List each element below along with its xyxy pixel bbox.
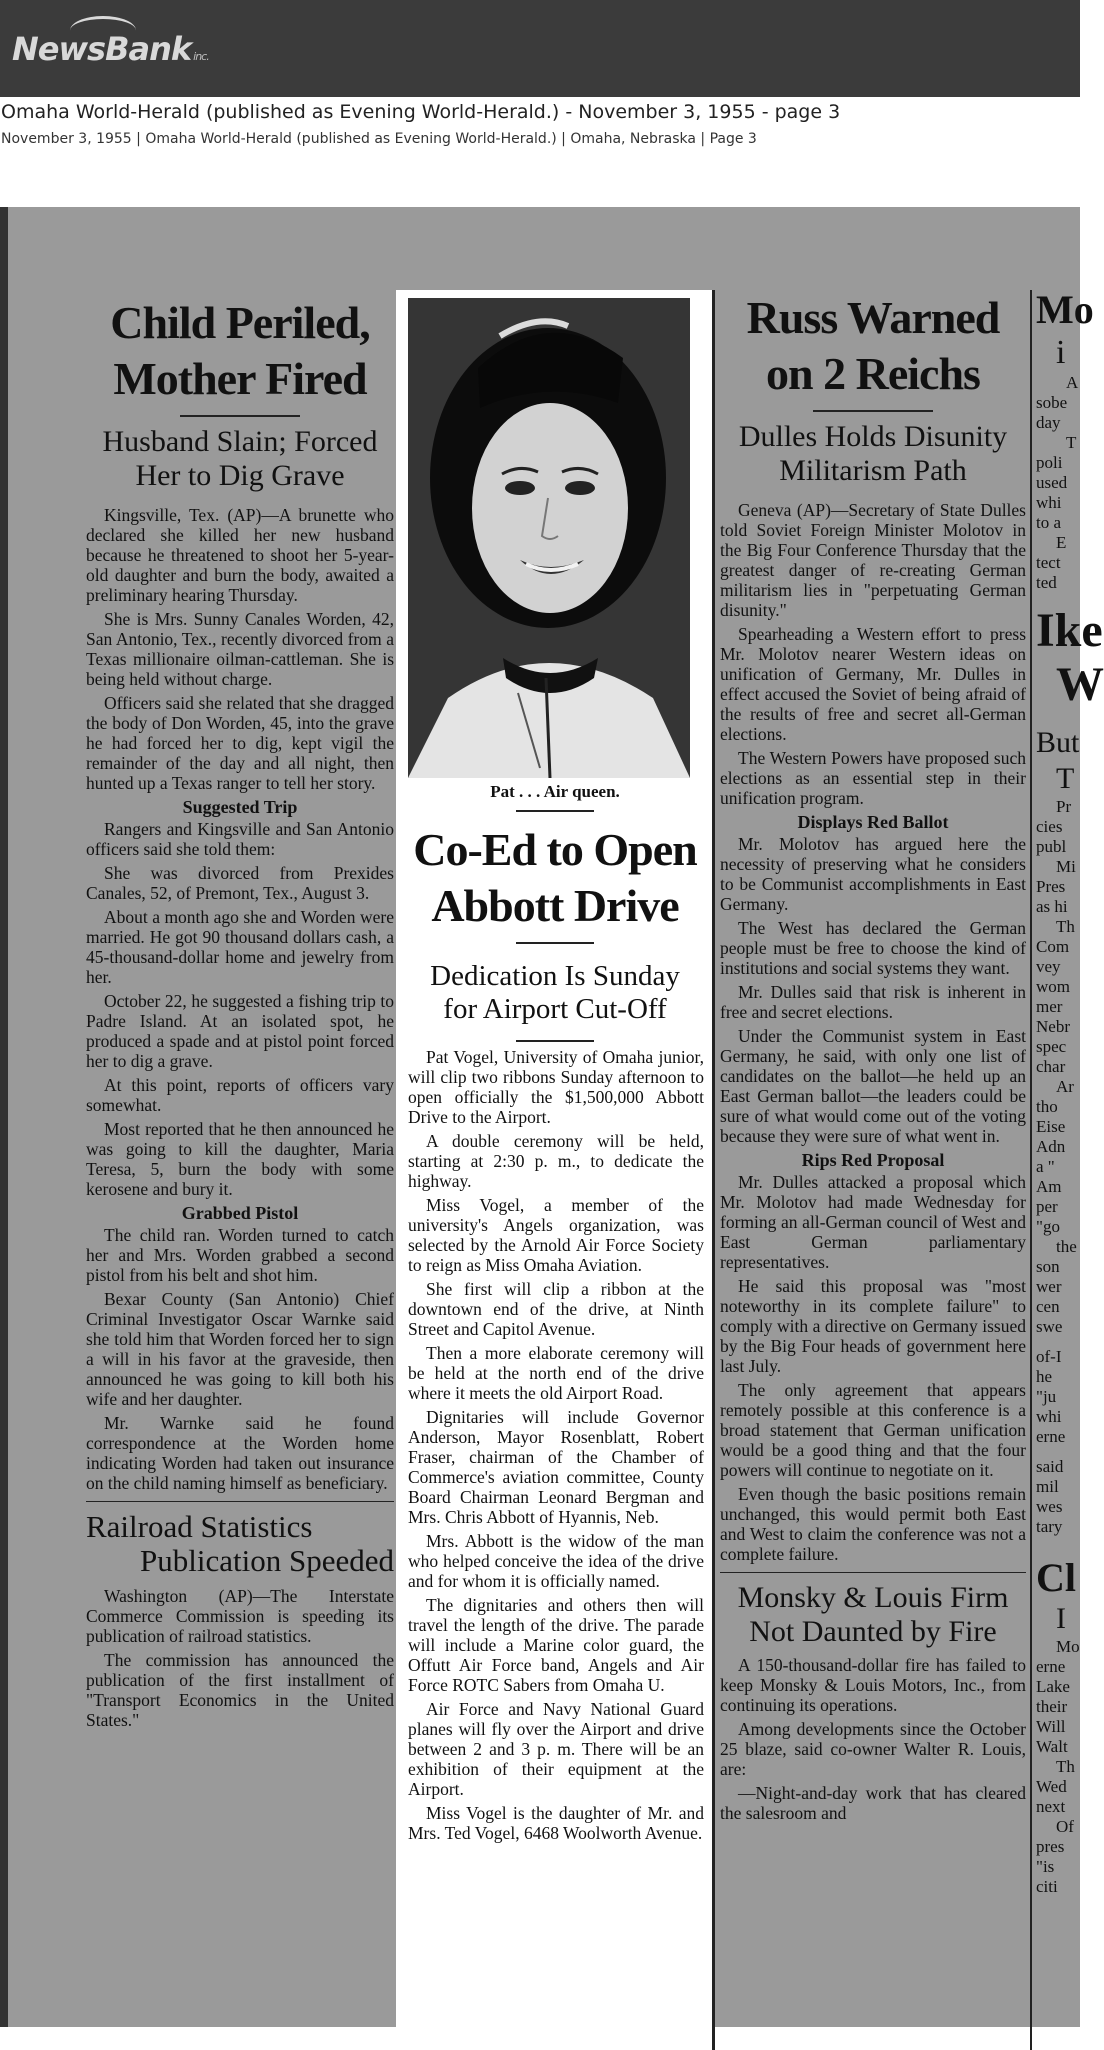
center-article-body	[408, 1047, 704, 1847]
divider	[720, 1572, 1026, 1573]
paragraph: Miss Vogel, a member of the university's Angels organization, was selected by the Arnold Air Force Society to reign as Miss Omaha Aviation.	[408, 1195, 704, 1275]
edge-line: per	[1036, 1197, 1058, 1216]
divider	[180, 415, 300, 417]
edge-line: Lake	[1036, 1677, 1070, 1696]
right-article-body	[720, 500, 1026, 1564]
left-article-body	[86, 505, 394, 1493]
edge-headline: T	[1056, 762, 1075, 795]
edge-line: erne	[1036, 1427, 1066, 1446]
paragraph: Pat Vogel, University of Omaha junior, will clip two ribbons Sunday afternoon to open officially the $1,500,000 Abbott Drive to the Airport.	[408, 1047, 704, 1127]
edge-line: E	[1056, 533, 1067, 552]
paragraph: Then a more elaborate ceremony will be held at the north end of the drive where it meets the old Airport Road.	[408, 1343, 704, 1403]
center-deck	[404, 960, 706, 1026]
left-headline-2-line-1: Railroad Statistics	[86, 1509, 313, 1544]
edge-line: Wed	[1036, 1777, 1067, 1796]
left-headline-2	[86, 1510, 394, 1578]
edge-line: mer	[1036, 997, 1063, 1016]
paragraph: Among developments since the October 25 blaze, said co-owner Walter R. Louis, are:	[720, 1719, 1026, 1779]
edge-line: Pres	[1036, 877, 1066, 896]
edge-line: Am	[1036, 1177, 1062, 1196]
right-headline	[720, 290, 1026, 402]
divider	[813, 410, 933, 412]
edge-line: Th	[1056, 1757, 1075, 1776]
edge-line: Mi	[1056, 857, 1076, 876]
center-headline-line-2: Abbott Drive	[431, 880, 679, 931]
portrait-image	[408, 298, 690, 778]
paragraph: Dignitaries will include Governor Anderson, Mayor Rosenblatt, Robert Fraser, chairman of the Chamber of Commerce's aviation committee, County Board Chairman Leonard Bergman and Mrs. Chris Abbott of Hyannis, Neb.	[408, 1407, 704, 1527]
divider	[516, 942, 594, 944]
edge-line: char	[1036, 1057, 1066, 1076]
paragraph: Rangers and Kingsville and San Antonio officers said she told them:	[86, 819, 394, 859]
divider	[86, 1501, 394, 1502]
edge-line: next	[1036, 1797, 1066, 1816]
edge-line: tho	[1036, 1097, 1058, 1116]
edge-line: whi	[1036, 493, 1062, 512]
edge-line: Eise	[1036, 1117, 1066, 1136]
edge-line: as hi	[1036, 897, 1068, 916]
paragraph: Washington (AP)—The Interstate Commerce Commission is speeding its publication of railroad statistics.	[86, 1586, 394, 1646]
edge-line: pres	[1036, 1837, 1065, 1856]
left-headline-line-2: Mother Fired	[113, 353, 367, 404]
center-column	[396, 290, 714, 2050]
edge-line: "is	[1036, 1857, 1055, 1876]
paragraph: The dignitaries and others then will travel the length of the drive. The parade will include a Marine color guard, the Offutt Air Force band, Angels and Air Force ROTC Sabers from Omaha U.	[408, 1595, 704, 1695]
center-deck-line-1: Dedication Is Sunday	[430, 960, 680, 992]
edge-line: citi	[1036, 1877, 1058, 1896]
left-article-2-body	[86, 1586, 394, 1730]
left-deck-line-2: Her to Dig Grave	[135, 459, 345, 492]
logo-suffix: inc.	[193, 50, 209, 63]
center-headline	[404, 822, 706, 934]
left-deck-line-1: Husband Slain; Forced	[102, 425, 378, 458]
center-headline-line-1: Co-Ed to Open	[413, 824, 697, 875]
paragraph: Spearheading a Western effort to press Mr. Molotov nearer Western ideas on unification of Germany, Mr. Dulles in effect accused the Soviet of being afraid of the results of free and secret all-German elections.	[720, 624, 1026, 744]
paragraph: Mr. Dulles attacked a proposal which Mr. Molotov had made Wednesday for forming an all-German council of West and East German parliamentary representatives.	[720, 1172, 1026, 1272]
paragraph: She is Mrs. Sunny Canales Worden, 42, San Antonio, Tex., recently divorced from a Texas millionaire oilman-cattleman. She is being held without charge.	[86, 609, 394, 689]
edge-line: used	[1036, 473, 1068, 492]
edge-line: Adn	[1036, 1137, 1066, 1156]
left-headline-line-1: Child Periled,	[110, 297, 370, 348]
center-deck-line-2: for Airport Cut-Off	[443, 993, 667, 1025]
left-headline	[86, 295, 394, 407]
paragraph: Mrs. Abbott is the widow of the man who helped conceive the idea of the drive and for whom it is officially named.	[408, 1531, 704, 1591]
page-subtitle: November 3, 1955 | Omaha World-Herald (published as Evening World-Herald.) | Omaha, Nebraska | Page 3	[1, 131, 757, 147]
left-subhead-2: Grabbed Pistol	[181, 1203, 299, 1223]
right-article-2-body	[720, 1655, 1026, 1823]
edge-headline: But	[1036, 726, 1080, 759]
left-headline-2-line-2: Publication Speeded	[140, 1543, 394, 1578]
left-subhead-1: Suggested Trip	[182, 797, 298, 817]
edge-line: Mo	[1056, 1637, 1080, 1656]
right-headline-2	[720, 1581, 1026, 1649]
right-deck-line-1: Dulles Holds Disunity	[738, 420, 1008, 453]
edge-line: "ju	[1036, 1387, 1057, 1406]
newsbank-logo[interactable]	[12, 30, 209, 68]
edge-line: publ	[1036, 837, 1067, 856]
paragraph: The child ran. Worden turned to catch her and Mrs. Worden grabbed a second pistol from his belt and shot him.	[86, 1225, 394, 1285]
right-edge-column	[1036, 287, 1104, 1897]
right-deck	[720, 420, 1026, 488]
right-headline-line-1: Russ Warned	[746, 292, 1000, 343]
paragraph: A double ceremony will be held, starting at 2:30 p. m., to dedicate the highway.	[408, 1131, 704, 1191]
edge-headline: Mo	[1036, 287, 1094, 332]
divider	[516, 810, 594, 812]
top-bar	[0, 0, 1080, 97]
edge-line: Ar	[1056, 1077, 1074, 1096]
paragraph: Mr. Molotov has argued here the necessity of preserving what he considers to be Communist accomplishments in East Germany.	[720, 834, 1026, 914]
edge-line: ted	[1036, 573, 1057, 592]
paragraph: Air Force and Navy National Guard planes will fly over the Airport and drive between 2 and 3 p. m. There will be an exhibition of their equipment at the Airport.	[408, 1699, 704, 1799]
edge-line: wer	[1036, 1277, 1062, 1296]
edge-line: Walt	[1036, 1737, 1068, 1756]
edge-headline: Ike	[1036, 604, 1103, 657]
paragraph: About a month ago she and Worden were married. He got 90 thousand dollars cash, a 45-thousand-dollar home and jewelry from her.	[86, 907, 394, 987]
paragraph: Geneva (AP)—Secretary of State Dulles told Soviet Foreign Minister Molotov in the Big Four Conference Thursday that the greatest danger of re-creating German militarism lies in "perpetuating German disunity."	[720, 500, 1026, 620]
edge-line: wes	[1036, 1497, 1063, 1516]
edge-line: wom	[1036, 977, 1070, 996]
paragraph: Mr. Dulles said that risk is inherent in free and secret elections.	[720, 982, 1026, 1022]
paragraph: The Western Powers have proposed such elections as an essential step in their unification program.	[720, 748, 1026, 808]
edge-headline: i	[1056, 334, 1066, 371]
right-headline-2-line-1: Monsky & Louis Firm	[737, 1581, 1009, 1614]
edge-line: swe	[1036, 1317, 1063, 1336]
edge-line: day	[1036, 413, 1061, 432]
edge-line: poli	[1036, 453, 1063, 472]
edge-line: tary	[1036, 1517, 1063, 1536]
portrait-photo	[408, 298, 690, 778]
edge-line: to a	[1036, 513, 1062, 532]
paragraph: The commission has announced the publication of the first installment of "Transport Economics in the United States."	[86, 1650, 394, 1730]
paragraph: He said this proposal was "most noteworthy in its complete failure" to comply with a directive on Germany issued by the Big Four heads of government here last July.	[720, 1276, 1026, 1376]
right-subhead-2: Rips Red Proposal	[801, 1150, 945, 1170]
right-subhead-1: Displays Red Ballot	[797, 812, 949, 832]
page-title: Omaha World-Herald (published as Evening World-Herald.) - November 3, 1955 - page 3	[1, 101, 841, 123]
edge-line: sobe	[1036, 393, 1068, 412]
edge-line: Nebr	[1036, 1017, 1070, 1036]
edge-line: son	[1036, 1257, 1060, 1276]
edge-headline: W	[1056, 658, 1104, 711]
edge-line: whi	[1036, 1407, 1062, 1426]
right-column	[720, 290, 1026, 1827]
scan-edge	[0, 207, 8, 2027]
paragraph: —Night-and-day work that has cleared the salesroom and	[720, 1783, 1026, 1823]
edge-line: mil	[1036, 1477, 1059, 1496]
edge-line: spec	[1036, 1037, 1067, 1056]
edge-line: erne	[1036, 1657, 1066, 1676]
edge-line: he	[1036, 1367, 1053, 1386]
column-rule	[712, 290, 715, 2050]
right-headline-2-line-2: Not Daunted by Fire	[749, 1615, 997, 1648]
paragraph: Kingsville, Tex. (AP)—A brunette who declared she killed her new husband because he threatened to shoot her 5-year-old daughter and burn the body, awaited a preliminary hearing Thursday.	[86, 505, 394, 605]
paragraph: October 22, he suggested a fishing trip to Padre Island. At an isolated spot, he produced a spade and at pistol point forced her to dig a grave.	[86, 991, 394, 1071]
edge-line: Th	[1056, 917, 1075, 936]
left-deck	[86, 425, 394, 493]
left-column	[86, 295, 394, 1734]
edge-line: a "	[1036, 1157, 1055, 1176]
paragraph: Most reported that he then announced he was going to kill the daughter, Maria Teresa, 5, burn the body with some kerosene and bury it.	[86, 1119, 394, 1199]
edge-line: vey	[1036, 957, 1061, 976]
right-headline-line-2: on 2 Reichs	[766, 348, 980, 399]
paragraph: The West has declared the German people must be free to choose the kind of institutions and social systems they want.	[720, 918, 1026, 978]
column-rule	[1030, 290, 1032, 2050]
edge-headline: I	[1056, 1602, 1066, 1635]
edge-line: tect	[1036, 553, 1061, 572]
edge-line: Com	[1036, 937, 1070, 956]
document-header	[0, 97, 1080, 207]
edge-line: the	[1056, 1237, 1077, 1256]
edge-headline: Cl	[1036, 1555, 1076, 1600]
paragraph: Miss Vogel is the daughter of Mr. and Mrs. Ted Vogel, 6468 Woolworth Avenue.	[408, 1803, 704, 1843]
logo-text: NewsBank	[12, 30, 192, 68]
paragraph: The only agreement that appears remotely possible at this conference is a broad statement that German unification would be a good thing and that the four powers will continue to negotiate on it.	[720, 1380, 1026, 1480]
paragraph: She first will clip a ribbon at the downtown end of the drive, at Ninth Street and Capitol Avenue.	[408, 1279, 704, 1339]
edge-line: Pr	[1056, 797, 1072, 816]
paragraph: Under the Communist system in East Germany, he said, with only one list of candidates on the ballot—he held up an East German ballot—the leaders could be sure of what would come out of the voting because they were sure of what went in.	[720, 1026, 1026, 1146]
paragraph: She was divorced from Prexides Canales, 52, of Premont, Tex., August 3.	[86, 863, 394, 903]
paragraph: A 150-thousand-dollar fire has failed to keep Monsky & Louis Motors, Inc., from continuing its operations.	[720, 1655, 1026, 1715]
edge-line: cen	[1036, 1297, 1060, 1316]
edge-line: said	[1036, 1457, 1064, 1476]
edge-line: T	[1066, 433, 1077, 452]
paragraph: At this point, reports of officers vary somewhat.	[86, 1075, 394, 1115]
paragraph: Even though the basic positions remain unchanged, this would permit both East and West to claim the conference was not a complete failure.	[720, 1484, 1026, 1564]
paragraph: Bexar County (San Antonio) Chief Criminal Investigator Oscar Warnke said she told him that Worden forced her to sign a will in his favor at the graveside, then announced he was going to kill both his wife and her daughter.	[86, 1289, 394, 1409]
paragraph: Officers said she related that she dragged the body of Don Worden, 45, into the grave he had forced her to dig, kept vigil the remainder of the day and all night, then hunted up a Texas ranger to tell her story.	[86, 693, 394, 793]
paragraph: Mr. Warnke said he found correspondence at the Worden home indicating Worden had taken out insurance on the child naming himself as beneficiary.	[86, 1413, 394, 1493]
right-deck-line-2: Militarism Path	[779, 454, 967, 487]
edge-line: Of	[1056, 1817, 1074, 1836]
divider	[516, 1040, 594, 1042]
edge-line: of-I	[1036, 1347, 1062, 1366]
edge-line: A	[1066, 373, 1079, 392]
edge-line: cies	[1036, 817, 1063, 836]
edge-line: "go	[1036, 1217, 1060, 1236]
newspaper-scan[interactable]	[0, 207, 1104, 2027]
photo-caption: Pat . . . Air queen.	[490, 782, 620, 801]
edge-line: Will	[1036, 1717, 1066, 1736]
edge-line: their	[1036, 1697, 1068, 1716]
